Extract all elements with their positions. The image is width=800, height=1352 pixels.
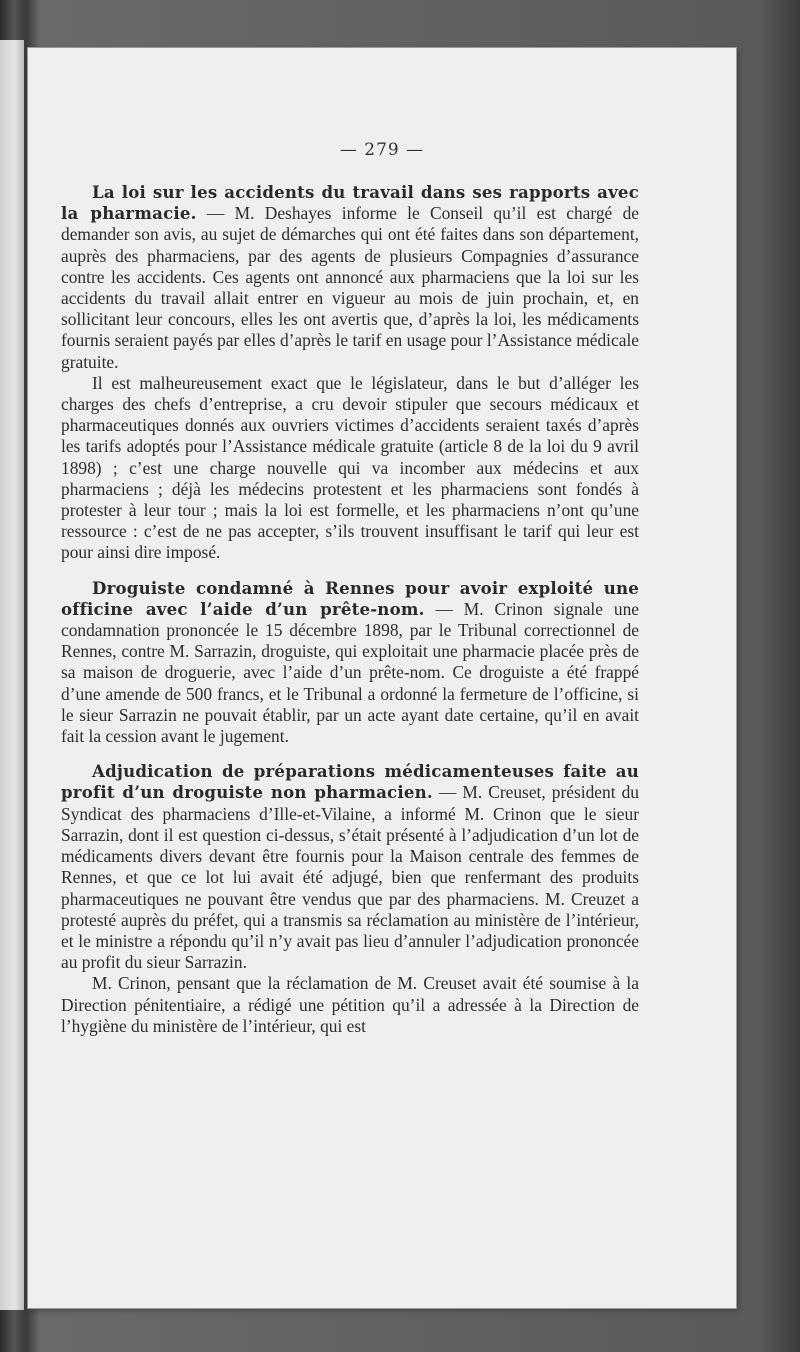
section-title: Droguiste condamné à Rennes pour avoir exploité une officine avec l’aide d’un prête-nom. <box>61 577 639 619</box>
paragraph-text: Il est malheureusement exact que le législateur, dans le but d’alléger les charges des chefs d’entreprise, a cru devoir stipuler que secours médicaux et pharmaceutiques donnés aux ouvriers victimes d’accidents seraient taxés d’après les tarifs adoptés pour l’Assistance médicale gratuite (article 8 de la loi du 9 avril 1898) ; c’est une charge nouvelle qui va incomber aux médecins et aux pharmaciens ; déjà les médecins protestent et les pharmaciens sont fondés à protester à leur tour ; mais la loi est formelle, et les pharmaciens n’ont qu’une ressource : c’est de ne pas accepter, s’ils trouvent insuffisant le tarif qui leur est pour ainsi dire imposé. <box>61 372 639 563</box>
previous-page-edge <box>0 40 24 1310</box>
section-title: La loi sur les accidents du travail dans ses rapports avec la pharmacie. <box>61 182 639 224</box>
paragraph-legislateur <box>61 373 639 564</box>
paragraph-droguiste-condamne <box>61 578 639 748</box>
paragraph-text: — M. Deshayes informe le Conseil qu’il est chargé de demander son avis, au sujet de démarches qui ont été faites dans son département, auprès des pharmaciens, par des agents de plusieurs Compagnies d’assurance contre les accidents. Ces agents ont annoncé aux pharmaciens que la loi sur les accidents du travail allait entrer en vigueur au mois de juin prochain, et, en sollicitant leur concours, elles les ont avertis que, d’après la loi, les médicaments fournis seraient payés par elles d’après le tarif en usage pour l’Assistance médicale gratuite. <box>61 203 639 372</box>
paragraph-text: — M. Creuset, président du Syndicat des pharmaciens d’Ille-et-Vilaine, a informé M. Crinon que le sieur Sarrazin, dont il est question ci-dessus, s’était présenté à l’adjudication d’un lot de médicaments divers devant être fournis pour la Maison centrale des femmes de Rennes, et que ce lot lui avait été adjugé, bien que renfermant des produits pharmaceutiques ne pouvant être vendus que par des pharmaciens. M. Creuzet a protesté auprès du préfet, qui a transmis sa réclamation au ministère de l’intérieur, et le ministre a répondu qu’il n’y avait pas lieu d’annuler l’adjudication prononcée au profit du sieur Sarrazin. <box>61 782 639 973</box>
paragraph-accidents-travail <box>61 182 639 373</box>
page-number: — 279 — <box>339 140 425 160</box>
paragraph-text: — M. Crinon signale une condamnation prononcée le 15 décembre 1898, par le Tribunal correctionnel de Rennes, contre M. Sarrazin, droguiste, qui exploitait une pharmacie placée près de sa maison de droguerie, avec l’aide d’un prête-nom. Ce droguiste a été frappé d’une amende de 500 francs, et le Tribunal a ordonné la fermeture de l’officine, si le sieur Sarrazin ne pouvait établir, par un acte ayant date certaine, qu’il en avait fait la cession avant le jugement. <box>61 598 639 747</box>
section-title: Adjudication de préparations médicamenteuses faite au profit d’un droguiste non pharmacien. <box>61 761 639 803</box>
page-body <box>61 182 639 1037</box>
paragraph-adjudication <box>61 761 639 973</box>
paragraph-text: M. Crinon, pensant que la réclamation de M. Creuset avait été soumise à la Direction pénitentiaire, a rédigé une pétition qu’il a adressée à la Direction de l’hygiène du ministère de l’intérieur, qui est <box>61 973 639 1036</box>
paragraph-crinon-petition <box>61 973 639 1037</box>
book-page <box>28 48 736 1308</box>
